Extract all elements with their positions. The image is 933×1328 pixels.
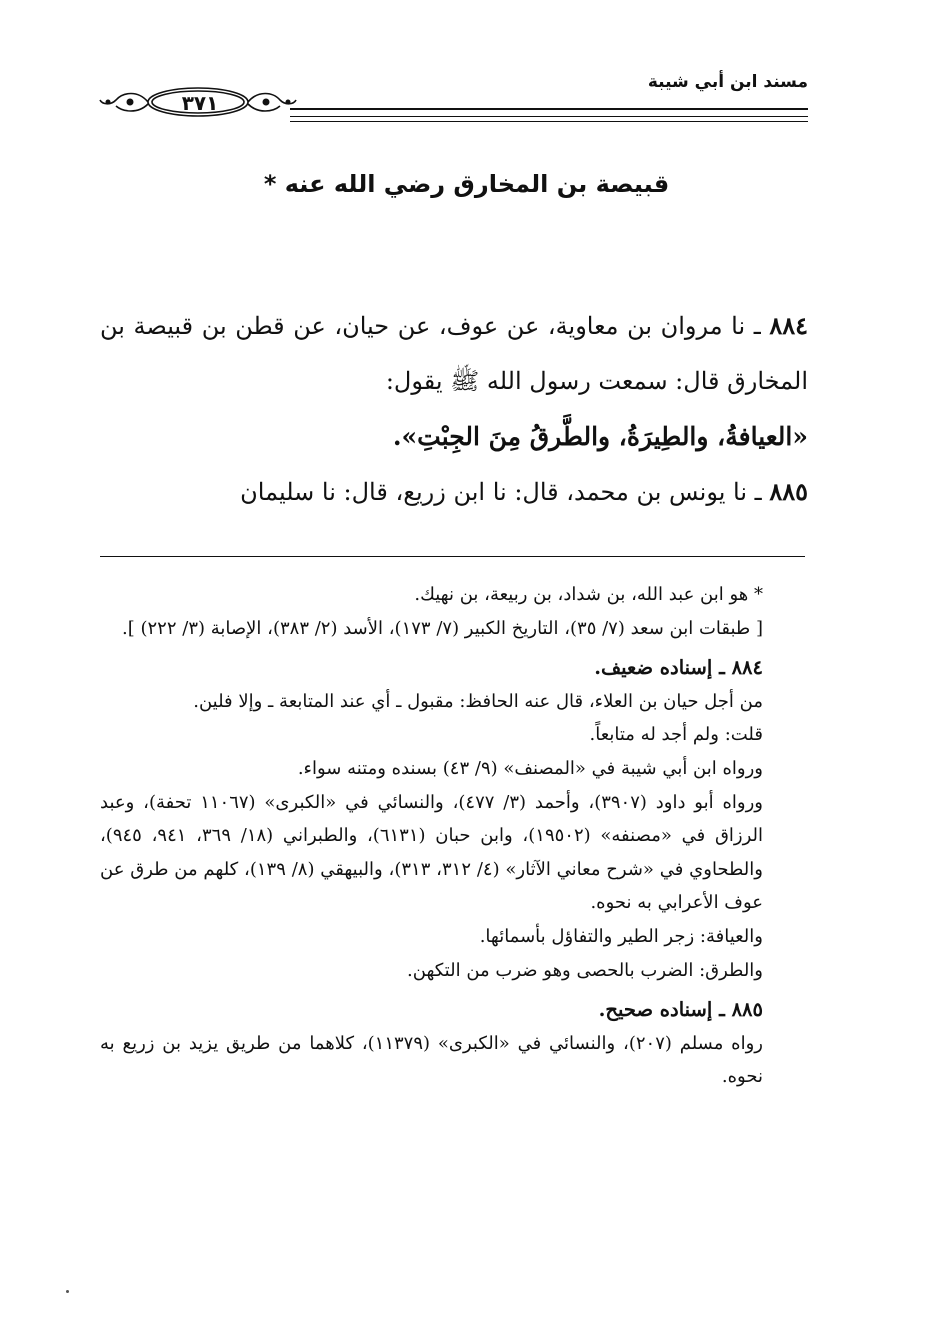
footnote-884-line-3: ورواه ابن أبي شيبة في «المصنف» (٩/ ٤٣) بسنده ومتنه سواء. — [297, 757, 763, 779]
section-title: قبيصة بن المخارق رضي الله عنه * — [263, 170, 670, 198]
header-rule — [290, 108, 808, 117]
footnote-885-heading: ٨٨٥ ـ إسناده صحيح. — [598, 998, 763, 1022]
hadith-885 — [100, 464, 808, 520]
page-number: ٣٧١ — [181, 91, 219, 115]
footnote-star: * هو ابن عبد الله، بن شداد، بن ربيعة، بن نهيك. — [414, 584, 763, 605]
footnote-884-line-6: والطرق: الضرب بالحصى وهو ضرب من التكهن. — [407, 959, 763, 981]
hadith-884-isnad: ـ نا مروان بن معاوية، عن عوف، عن حيان، عن قطن بن قبيصة بن المخارق قال: سمعت رسول الله ﷺ يقول: — [100, 312, 808, 395]
footnote-references: [ طبقات ابن سعد (٧/ ٣٥)، التاريخ الكبير (٧/ ١٧٣)، الأسد (٢/ ٣٨٣)، الإصابة (٣/ ٢٢٢) ]. — [122, 617, 763, 639]
footnote-884-line-5: والعيافة: زجر الطير والتفاؤل بأسمائها. — [479, 925, 763, 947]
hadith-884 — [100, 298, 808, 409]
main-text — [100, 298, 808, 520]
footnote-884-line-1: من أجل حيان بن العلاء، قال عنه الحافظ: مقبول ـ أي عند المتابعة ـ وإلا فلين. — [193, 690, 763, 712]
footnote-884-heading: ٨٨٤ ـ إسناده ضعيف. — [594, 656, 763, 680]
header-rule-thin — [290, 121, 808, 122]
scan-speck — [66, 1290, 69, 1293]
hadith-884-matn: «العيافةُ، والطِيرَةُ، والطَّرقُ مِنَ الجِبْتِ». — [392, 422, 808, 451]
footnote-884-line-2: قلت: ولم أجد له متابعاً. — [589, 724, 763, 746]
running-head: مسند ابن أبي شيبة — [647, 72, 808, 92]
footnote-884-line-4: ورواه أبو داود (٣٩٠٧)، وأحمد (٣/ ٤٧٧)، والنسائي في «الكبرى» (١١٠٦٧ تحفة)، وعبد الرزاق في «مصنفه» (١٩٥٠٢)، وابن حبان (٦١٣١)، والطبراني (١٨/ ٣٦٩، ٩٤١، ٩٤٥)، والطحاوي في «شرح معاني الآثار» (٤/ ٣١٢، ٣١٣)، والبيهقي (٨/ ١٣٩)، كلهم من طرق عن عوف الأعرابي به نحوه. — [100, 791, 764, 914]
hadith-885-isnad: ـ نا يونس بن محمد، قال: نا ابن زريع، قال: نا سليمان — [240, 478, 762, 506]
hadith-number-884: ٨٨٤ — [769, 311, 808, 340]
footnote-885-line-1: رواه مسلم (٢٠٧)، والنسائي في «الكبرى» (١١٣٧٩)، كلاهما من طريق يزيد بن زريع به نحوه. — [100, 1032, 764, 1088]
footnote-divider — [100, 556, 805, 557]
footnotes — [100, 578, 763, 1094]
hadith-number-885: ٨٨٥ — [769, 477, 808, 506]
